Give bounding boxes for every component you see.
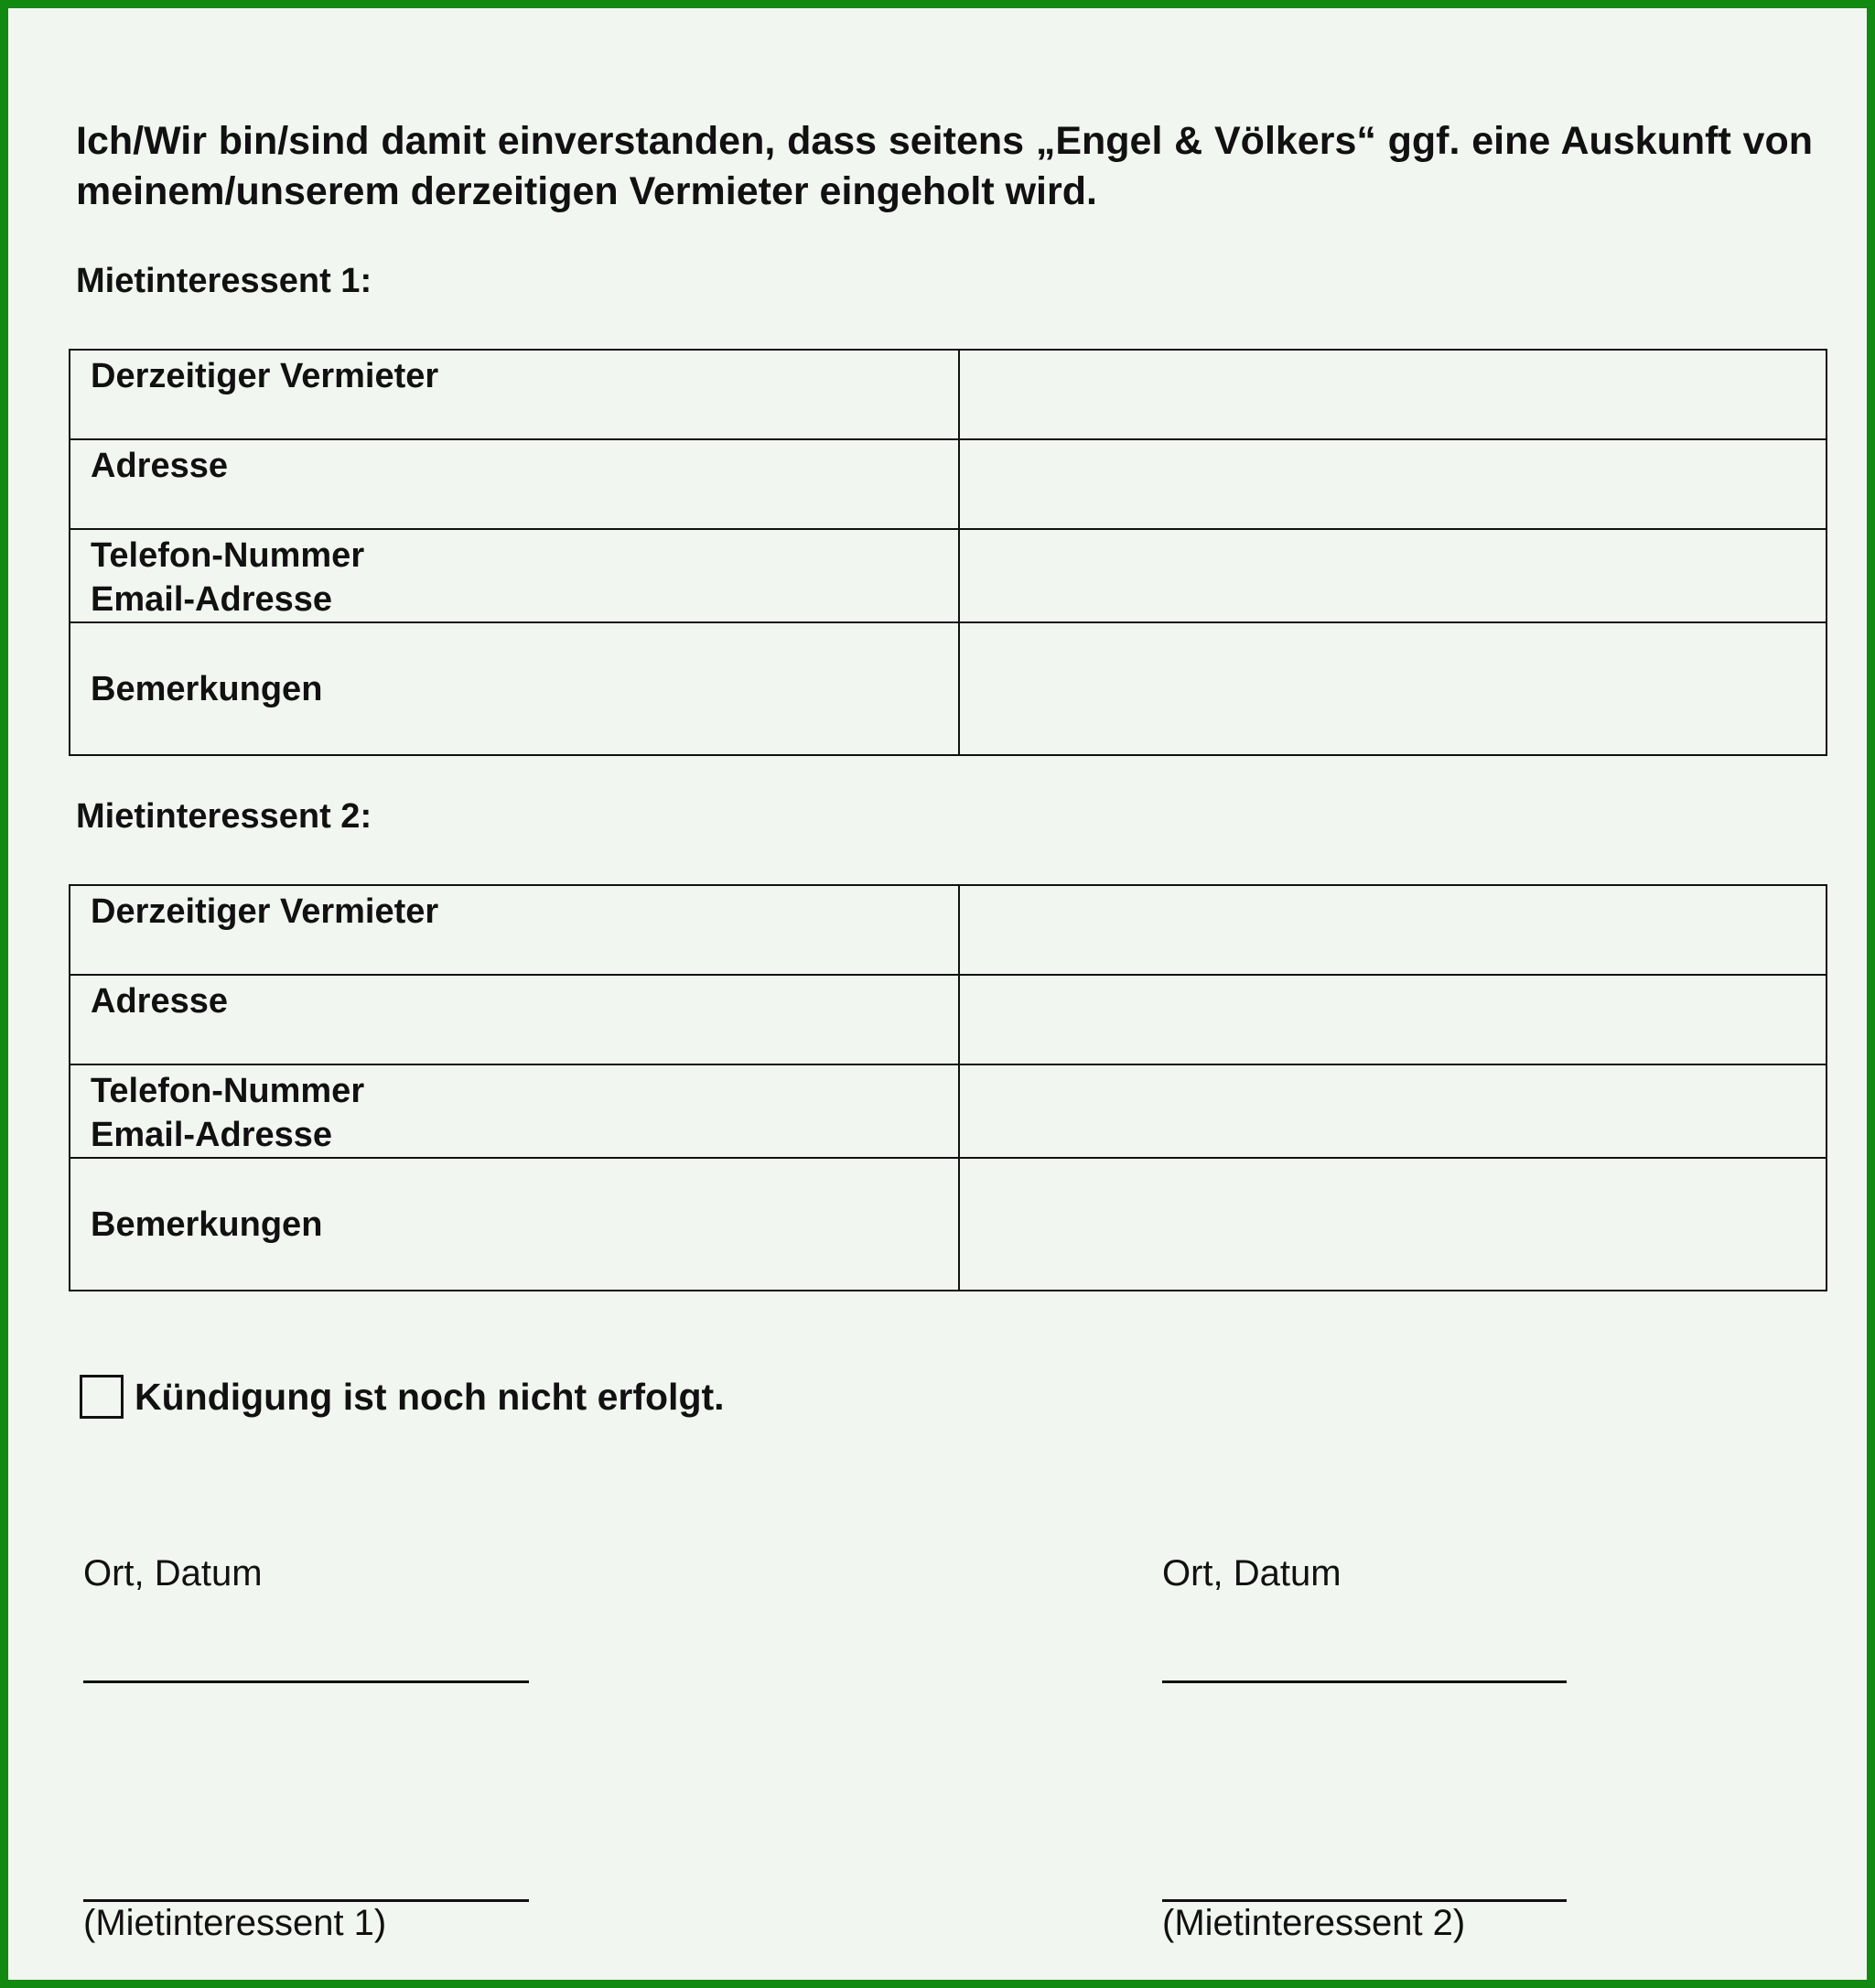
termination-checkbox[interactable] bbox=[80, 1375, 124, 1419]
table-row bbox=[70, 1158, 1827, 1291]
table-row bbox=[70, 529, 1827, 622]
table-row bbox=[70, 975, 1827, 1064]
tenant-1-heading: Mietinteressent 1: bbox=[76, 262, 372, 300]
email-label: Email-Adresse bbox=[91, 580, 333, 619]
phone-email-label bbox=[70, 529, 959, 622]
phone-label: Telefon-Nummer bbox=[91, 536, 365, 575]
termination-checkbox-label: Kündigung ist noch nicht erfolgt. bbox=[135, 1375, 725, 1418]
place-date-label-left: Ort, Datum bbox=[83, 1553, 263, 1594]
tenant-2-table bbox=[69, 884, 1827, 1291]
address-label: Adresse bbox=[70, 439, 959, 529]
tenant-1-table bbox=[69, 349, 1827, 756]
table-row bbox=[70, 350, 1827, 439]
address-field[interactable] bbox=[959, 439, 1827, 529]
remarks-label: Bemerkungen bbox=[70, 1158, 959, 1291]
phone-email-field[interactable] bbox=[959, 529, 1827, 622]
signature-line-left[interactable] bbox=[83, 1899, 529, 1902]
place-date-label-right: Ort, Datum bbox=[1162, 1553, 1342, 1594]
phone-email-label bbox=[70, 1064, 959, 1158]
address-field[interactable] bbox=[959, 975, 1827, 1064]
remarks-field[interactable] bbox=[959, 622, 1827, 755]
table-row bbox=[70, 622, 1827, 755]
table-row bbox=[70, 885, 1827, 975]
landlord-label: Derzeitiger Vermieter bbox=[70, 350, 959, 439]
signer-label-left: (Mietinteressent 1) bbox=[83, 1903, 387, 1943]
table-row bbox=[70, 439, 1827, 529]
landlord-field[interactable] bbox=[959, 350, 1827, 439]
phone-label: Telefon-Nummer bbox=[91, 1072, 365, 1110]
landlord-label: Derzeitiger Vermieter bbox=[70, 885, 959, 975]
place-date-line-left[interactable] bbox=[83, 1680, 529, 1683]
signature-line-right[interactable] bbox=[1162, 1899, 1567, 1902]
signer-label-right: (Mietinteressent 2) bbox=[1162, 1903, 1466, 1943]
remarks-label: Bemerkungen bbox=[70, 622, 959, 755]
phone-email-field[interactable] bbox=[959, 1064, 1827, 1158]
consent-statement: Ich/Wir bin/sind damit einverstanden, dass seitens „Engel & Völkers“ ggf. eine Auskunft von meinem/unserem derzeitigen Vermieter eingeholt wird. bbox=[76, 119, 1813, 213]
landlord-field[interactable] bbox=[959, 885, 1827, 975]
email-label: Email-Adresse bbox=[91, 1116, 333, 1154]
table-row bbox=[70, 1064, 1827, 1158]
tenant-2-heading: Mietinteressent 2: bbox=[76, 797, 372, 836]
place-date-line-right[interactable] bbox=[1162, 1680, 1567, 1683]
termination-checkbox-row bbox=[80, 1375, 725, 1419]
address-label: Adresse bbox=[70, 975, 959, 1064]
remarks-field[interactable] bbox=[959, 1158, 1827, 1291]
